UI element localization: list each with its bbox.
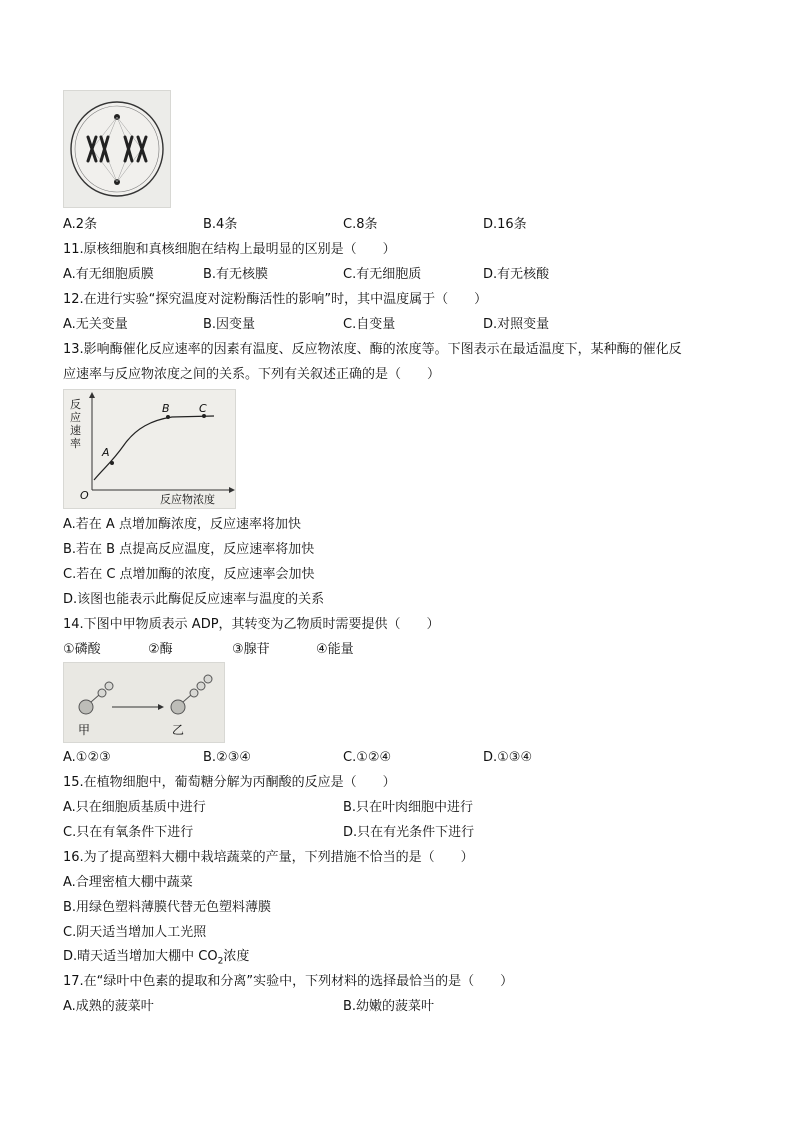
q11-option-c: C.有无细胞质 (343, 267, 422, 282)
q14-item-4: ④能量 (316, 642, 354, 657)
q13-stem-line1: 13.影响酶催化反应速率的因素有温度、反应物浓度、酶的浓度等。下图表示在最适温度下，某种酶的催化反 (63, 342, 682, 357)
q16-option-b: B.用绿色塑料薄膜代替无色塑料薄膜 (63, 900, 272, 915)
adp-atp-figure (63, 662, 225, 743)
q16-stem: 16.为了提高塑料大棚中栽培蔬菜的产量，下列措施不恰当的是（ ） (63, 850, 474, 865)
q14-option-b: B.②③④ (203, 750, 252, 765)
point-c-label: C (199, 402, 207, 415)
q15-option-a: A.只在细胞质基质中进行 (63, 800, 206, 815)
y-axis-label: 反应速率 (70, 398, 81, 450)
q16-option-c: C.阴天适当增加人工光照 (63, 925, 207, 940)
origin-label: O (80, 489, 89, 502)
q12-option-c: C.自变量 (343, 317, 396, 332)
cell-division-figure (63, 90, 171, 208)
q14-item-3: ③腺苷 (232, 642, 270, 657)
co2-subscript: 2 (217, 956, 224, 967)
q13-option-d: D.该图也能表示此酶促反应速率与温度的关系 (63, 592, 325, 607)
q10-option-d: D.16条 (483, 217, 527, 232)
x-axis-label: 反应物浓度 (160, 493, 215, 506)
q17-stem: 17.在“绿叶中色素的提取和分离”实验中，下列材料的选择最恰当的是（ ） (63, 974, 514, 989)
q15-option-c: C.只在有氧条件下进行 (63, 825, 194, 840)
q16-option-d-suffix: 浓度 (223, 949, 250, 964)
point-b-label: B (162, 402, 170, 415)
q16-option-a: A.合理密植大棚中蔬菜 (63, 875, 193, 890)
q10-option-a: A.2条 (63, 217, 98, 232)
q14-option-a: A.①②③ (63, 750, 111, 765)
q14-option-c: C.①②④ (343, 750, 392, 765)
q16-option-d (63, 948, 249, 971)
q14-stem: 14.下图中甲物质表示 ADP，其转变为乙物质时需要提供（ ） (63, 617, 440, 632)
q10-option-b: B.4条 (203, 217, 238, 232)
q15-stem: 15.在植物细胞中，葡萄糖分解为丙酮酸的反应是（ ） (63, 775, 396, 790)
q17-option-a: A.成熟的菠菜叶 (63, 999, 154, 1014)
q15-option-b: B.只在叶肉细胞中进行 (343, 800, 474, 815)
q12-option-d: D.对照变量 (483, 317, 550, 332)
q13-option-a: A.若在 A 点增加酶浓度，反应速率将加快 (63, 517, 301, 532)
q11-stem: 11.原核细胞和真核细胞在结构上最明显的区别是（ ） (63, 242, 396, 257)
q15-option-d: D.只在有光条件下进行 (343, 825, 475, 840)
q14-item-1: ①磷酸 (63, 642, 101, 657)
q12-option-b: B.因变量 (203, 317, 256, 332)
atp-label: 乙 (172, 723, 185, 737)
reaction-rate-graph (63, 389, 236, 509)
q11-option-a: A.有无细胞质膜 (63, 267, 154, 282)
q12-stem: 12.在进行实验“探究温度对淀粉酶活性的影响”时，其中温度属于（ ） (63, 292, 488, 307)
q11-option-d: D.有无核酸 (483, 267, 550, 282)
q10-option-c: C.8条 (343, 217, 378, 232)
q12-option-a: A.无关变量 (63, 317, 128, 332)
adp-label: 甲 (78, 723, 91, 737)
q11-option-b: B.有无核膜 (203, 267, 269, 282)
q16-option-d-text: D.晴天适当增加大棚中 CO (63, 949, 218, 964)
q13-option-c: C.若在 C 点增加酶的浓度，反应速率会加快 (63, 567, 315, 582)
q17-option-b: B.幼嫩的菠菜叶 (343, 999, 435, 1014)
q14-item-2: ②酶 (148, 642, 173, 657)
q13-option-b: B.若在 B 点提高反应温度，反应速率将加快 (63, 542, 315, 557)
point-a-label: A (102, 446, 110, 459)
q14-option-d: D.①③④ (483, 750, 533, 765)
q13-stem-line2: 应速率与反应物浓度之间的关系。下列有关叙述正确的是（ ） (63, 367, 441, 382)
